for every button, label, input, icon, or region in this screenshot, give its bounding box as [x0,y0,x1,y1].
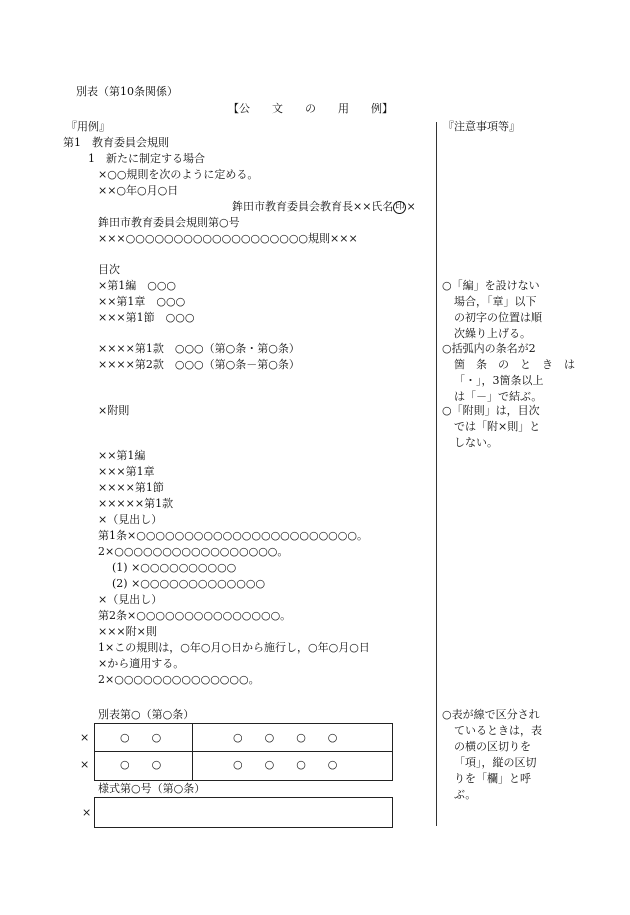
note-line: では「附×則」と [454,420,541,433]
note-line: 「項」，縦の区切 [454,756,537,769]
table-row-divider [94,751,392,752]
body-row: ××××第1節 [98,481,164,494]
table-label: 別表第○（第○条） [98,708,195,721]
appendix-label: 別表（第10条関係） [76,85,178,98]
note-line: の初字の位置は順 [454,311,542,324]
signer-tail: × [406,200,416,213]
body-row: 1×この規則は，○年○月○日から施行し，○年○月○日 [98,641,370,654]
body-row: ×から適用する。 [98,657,185,670]
form-box [94,797,393,828]
toc-row: ×附則 [98,404,130,417]
body-row: ×（見出し） [98,513,163,526]
row-mark: × [80,731,90,744]
toc-row: ×第1編 ○○○ [98,279,177,292]
section-heading: 第1 教育委員会規則 [63,136,169,149]
notes-header: 『注意事項等』 [443,120,520,133]
note-line: 「・」，3箇条以上 [454,374,544,387]
row-mark: × [82,806,92,819]
form-label: 様式第○号（第○条） [98,782,206,795]
body-row: (2) ×○○○○○○○○○○○○○ [112,577,266,590]
section-sub: 1 新たに制定する場合 [88,152,205,165]
toc-heading: 目次 [98,263,120,276]
body-row: ×（見出し） [98,593,163,606]
toc-row: ××××第2款 ○○○（第○条－第○条） [98,358,300,371]
note-line: の横の区切りを [454,740,531,753]
note-line: ぶ。 [454,788,477,801]
table-cells: ○ ○ ○ ○ [233,758,338,771]
toc-row: ×××第1節 ○○○ [98,311,195,324]
note-line: ○「附則」は，目次 [442,404,540,417]
column-divider [436,122,437,826]
note-line: ているときは，表 [454,724,542,737]
signer-name: 鉾田市教育委員会教育長××氏名 [232,200,394,213]
note-line: 次繰り上げる。 [454,327,531,340]
line-enact: ×○○規則を次のように定める。 [98,168,259,181]
toc-row: ××第1章 ○○○ [98,295,186,308]
body-row: ××第1編 [98,449,146,462]
body-row: 第1条×○○○○○○○○○○○○○○○○○○○○○○○。 [98,529,368,542]
note-line: 箇 条 の と き は [454,358,575,371]
note-line: は「－」で結ぶ。 [454,390,543,403]
page-title: 【公 文 の 用 例】 [228,102,393,115]
table-col-divider [192,723,193,780]
table-cells: ○ ○ [120,731,162,744]
body-row: 第2条×○○○○○○○○○○○○○○○。 [98,609,292,622]
body-row: ×××附×則 [98,625,157,638]
table-cells: ○ ○ [120,758,162,771]
note-line: ○「編」を設けない [442,279,540,292]
body-row: (1) ×○○○○○○○○○○ [112,561,237,574]
examples-header: 『用例』 [66,120,110,133]
note-line: しない。 [454,436,498,449]
rule-number: 鉾田市教育委員会規則第○号 [98,216,240,229]
line-date: ××○年○月○日 [98,184,179,197]
toc-row: ××××第1款 ○○○（第○条・第○条） [98,342,300,355]
note-line: ○表が線で区分され [442,708,540,721]
body-row: ×××××第1款 [98,497,174,510]
body-row: 2×○○○○○○○○○○○○○○○○○。 [98,545,289,558]
rule-title: ×××○○○○○○○○○○○○○○○○○○○規則××× [98,232,358,245]
note-line: ○括弧内の条名が2 [442,342,536,355]
seal-mark: 印 [395,201,405,212]
body-row: ×××第1章 [98,465,155,478]
note-line: 場合，「章」以下 [454,295,537,308]
signer-line [232,199,416,215]
row-mark: × [80,758,90,771]
note-line: りを「欄」と呼 [454,772,531,785]
table-cells: ○ ○ ○ ○ [233,731,338,744]
body-row: 2×○○○○○○○○○○○○○○。 [98,673,260,686]
